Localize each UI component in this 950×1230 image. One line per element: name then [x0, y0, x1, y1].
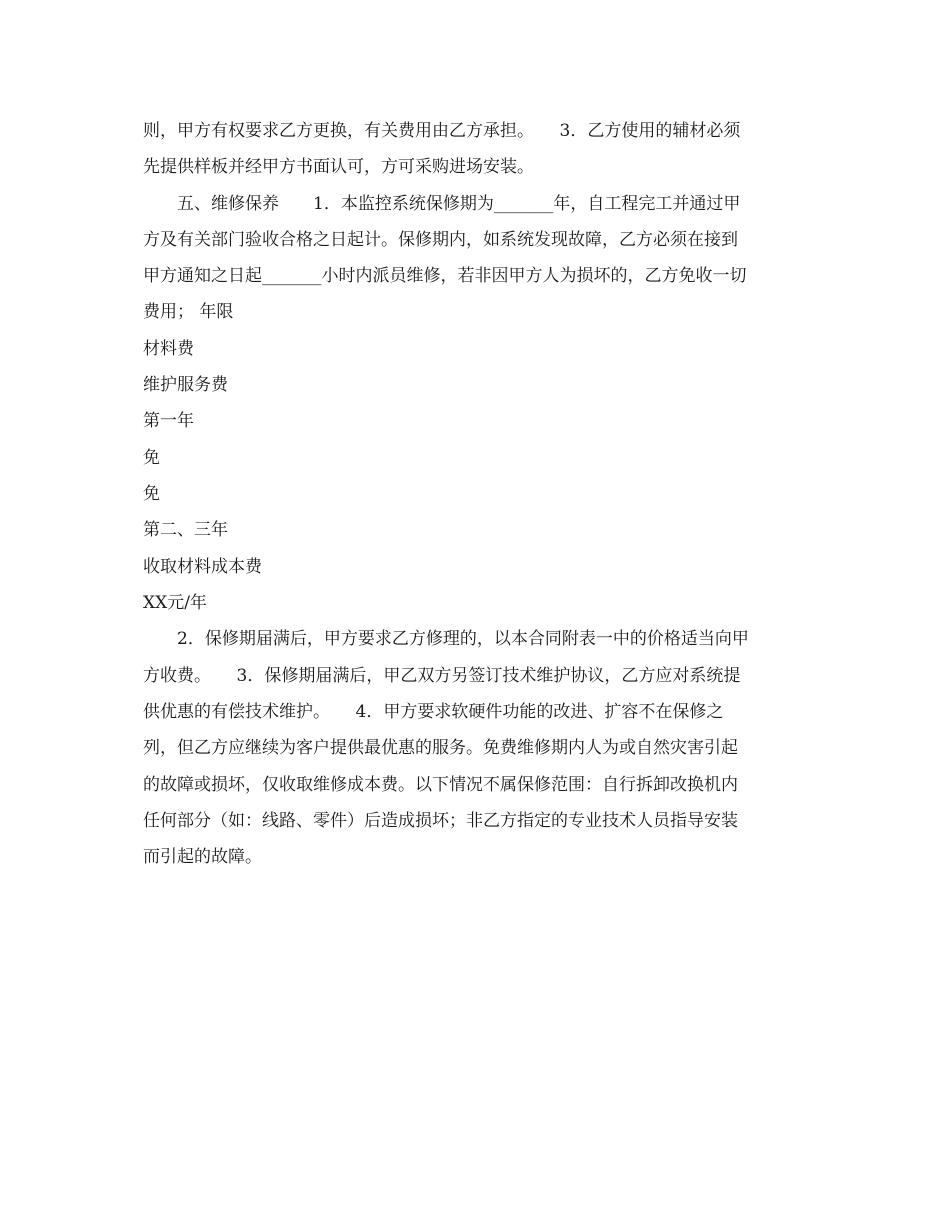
- text-line: 甲方通知之日起_______小时内派员维修，若非因甲方人为损坏的，乙方免收一切: [143, 266, 747, 286]
- text-line: 五、维修保养 1．本监控系统保修期为_______年，自工程完工并通过甲: [143, 194, 741, 214]
- text-line: 任何部分（如：线路、零件）后造成损坏；非乙方指定的专业技术人员指导安装: [143, 811, 738, 831]
- text-line: XX元/年: [143, 593, 207, 613]
- text-line: 第一年: [143, 411, 194, 431]
- text-line: 方及有关部门验收合格之日起计。保修期内，如系统发现故障，乙方必须在接到: [143, 230, 738, 250]
- text-line: 方收费。 3．保修期届满后，甲乙双方另签订技术维护协议，乙方应对系统提: [143, 666, 741, 686]
- text-line: 第二、三年: [143, 520, 228, 540]
- text-line: 先提供样板并经甲方书面认可，方可采购进场安装。: [143, 157, 534, 177]
- text-line: 维护服务费: [143, 375, 228, 395]
- text-line: 材料费: [143, 339, 194, 359]
- text-line: 列，但乙方应继续为客户提供最优惠的服务。免费维修期内人为或自然灾害引起: [143, 738, 738, 758]
- text-line: 免: [143, 484, 160, 504]
- text-line: 则，甲方有权要求乙方更换，有关费用由乙方承担。 3．乙方使用的辅材必须: [143, 121, 741, 141]
- text-line: 而引起的故障。: [143, 847, 262, 867]
- text-line: 供优惠的有偿技术维护。 4．甲方要求软硬件功能的改进、扩容不在保修之: [143, 702, 724, 722]
- text-line: 2．保修期届满后，甲方要求乙方修理的，以本合同附表一中的价格适当向甲: [143, 629, 749, 649]
- text-line: 收取材料成本费: [143, 557, 262, 577]
- text-line: 免: [143, 448, 160, 468]
- text-line: 费用； 年限: [143, 302, 234, 322]
- text-line: 的故障或损坏，仅收取维修成本费。以下情况不属保修范围：自行拆卸改换机内: [143, 775, 738, 795]
